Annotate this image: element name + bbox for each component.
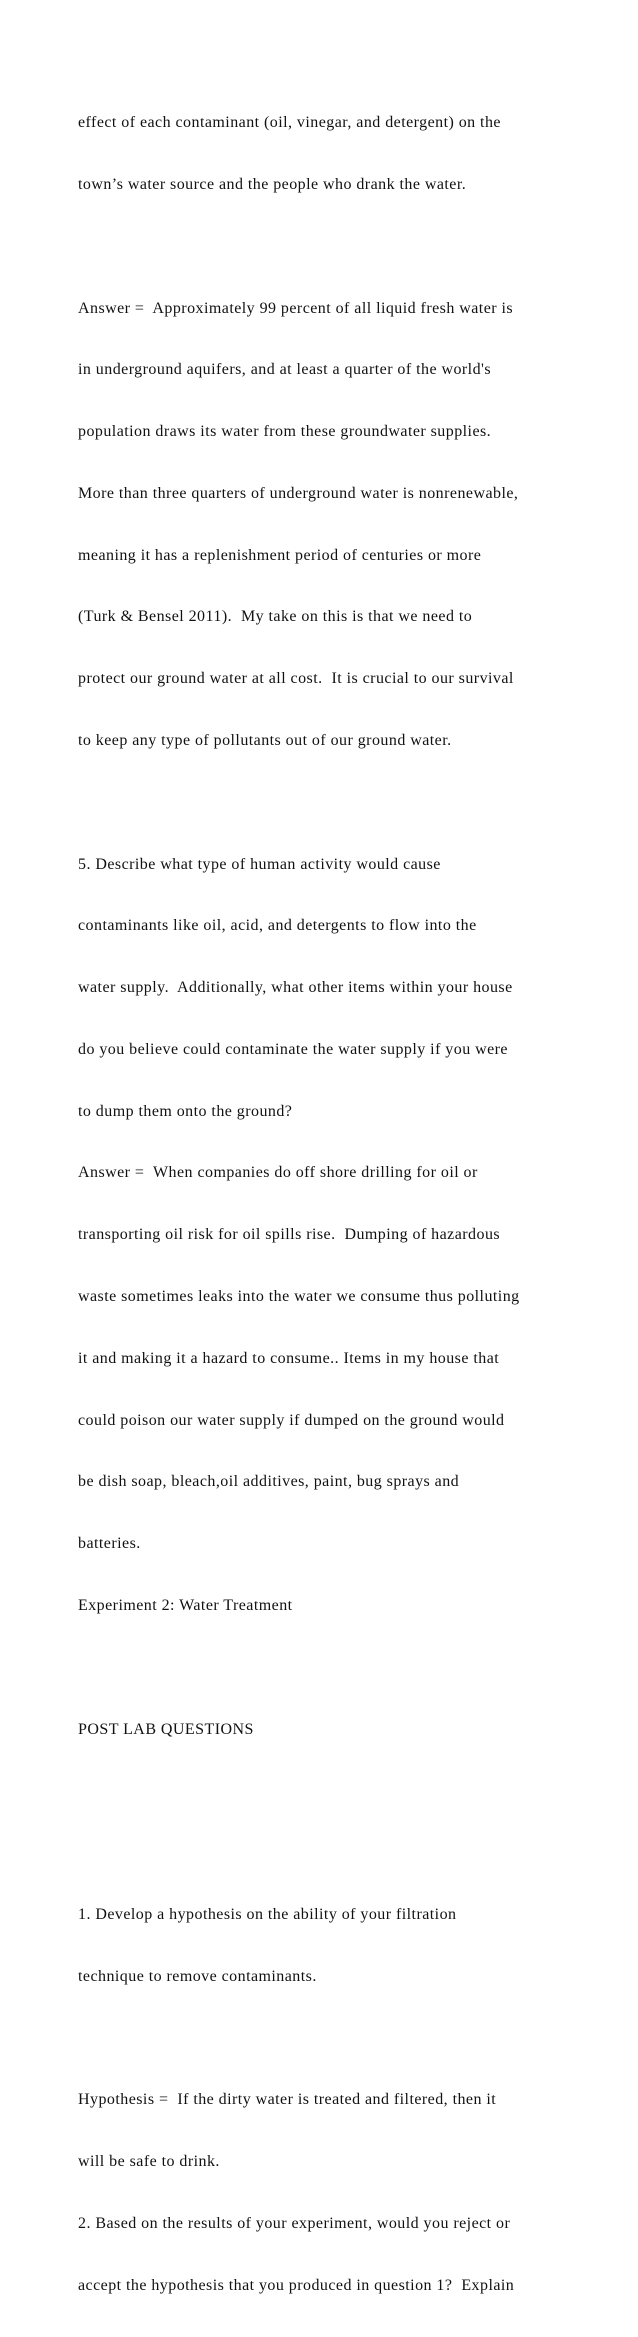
text-line: Answer = When companies do off shore drilling for oil or bbox=[78, 1164, 478, 1182]
blank-line bbox=[78, 1843, 598, 1864]
text-line: Hypothesis = If the dirty water is treated and filtered, then it bbox=[78, 2091, 497, 2109]
text-line: batteries. bbox=[78, 1535, 141, 1553]
text-line: 1. Develop a hypothesis on the ability of your filtration bbox=[78, 1905, 457, 1923]
blank-line bbox=[78, 793, 598, 814]
text-line: it and making it a hazard to consume.. Items in my house that bbox=[78, 1349, 500, 1367]
text-line: contaminants like oil, acid, and detergents to flow into the bbox=[78, 917, 477, 935]
text-line: technique to remove contaminants. bbox=[78, 1967, 317, 1985]
text-line: be dish soap, bleach,oil additives, paint, bug sprays and bbox=[78, 1473, 460, 1491]
text-line: to dump them onto the ground? bbox=[78, 1102, 293, 1120]
text-line: town’s water source and the people who drank the water. bbox=[78, 175, 467, 193]
text-line: water supply. Additionally, what other items within your house bbox=[78, 979, 513, 997]
text-line: protect our ground water at all cost. It is crucial to our survival bbox=[78, 670, 514, 688]
text-line: More than three quarters of underground water is nonrenewable, bbox=[78, 484, 519, 502]
text-line: will be safe to drink. bbox=[78, 2152, 220, 2170]
text-line: meaning it has a replenishment period of centuries or more bbox=[78, 546, 482, 564]
section-heading: POST LAB QUESTIONS bbox=[78, 1720, 254, 1738]
blank-line bbox=[78, 1781, 598, 1802]
text-line: Answer = Approximately 99 percent of all liquid fresh water is bbox=[78, 299, 514, 317]
text-line: could poison our water supply if dumped on the ground would bbox=[78, 1411, 505, 1429]
text-line: effect of each contaminant (oil, vinegar, and detergent) on the bbox=[78, 114, 501, 132]
text-line: waste sometimes leaks into the water we consume thus polluting bbox=[78, 1288, 520, 1306]
section-heading: Experiment 2: Water Treatment bbox=[78, 1596, 293, 1614]
text-line: do you believe could contaminate the water supply if you were bbox=[78, 1040, 508, 1058]
text-line: population draws its water from these groundwater supplies. bbox=[78, 423, 492, 441]
text-line: in underground aquifers, and at least a quarter of the world's bbox=[78, 361, 492, 379]
text-line: accept the hypothesis that you produced in question 1? Explain bbox=[78, 2276, 515, 2294]
text-line: (Turk & Bensel 2011). My take on this is that we need to bbox=[78, 608, 473, 626]
text-line: to keep any type of pollutants out of our ground water. bbox=[78, 732, 452, 749]
blank-line bbox=[78, 237, 598, 258]
blank-line bbox=[78, 2028, 598, 2049]
text-line: 5. Describe what type of human activity would cause bbox=[78, 855, 441, 873]
text-line: 2. Based on the results of your experiment, would you reject or bbox=[78, 2214, 511, 2232]
blank-line bbox=[78, 1658, 598, 1679]
text-line: transporting oil risk for oil spills rise. Dumping of hazardous bbox=[78, 1226, 501, 1244]
document-text bbox=[78, 72, 598, 2337]
